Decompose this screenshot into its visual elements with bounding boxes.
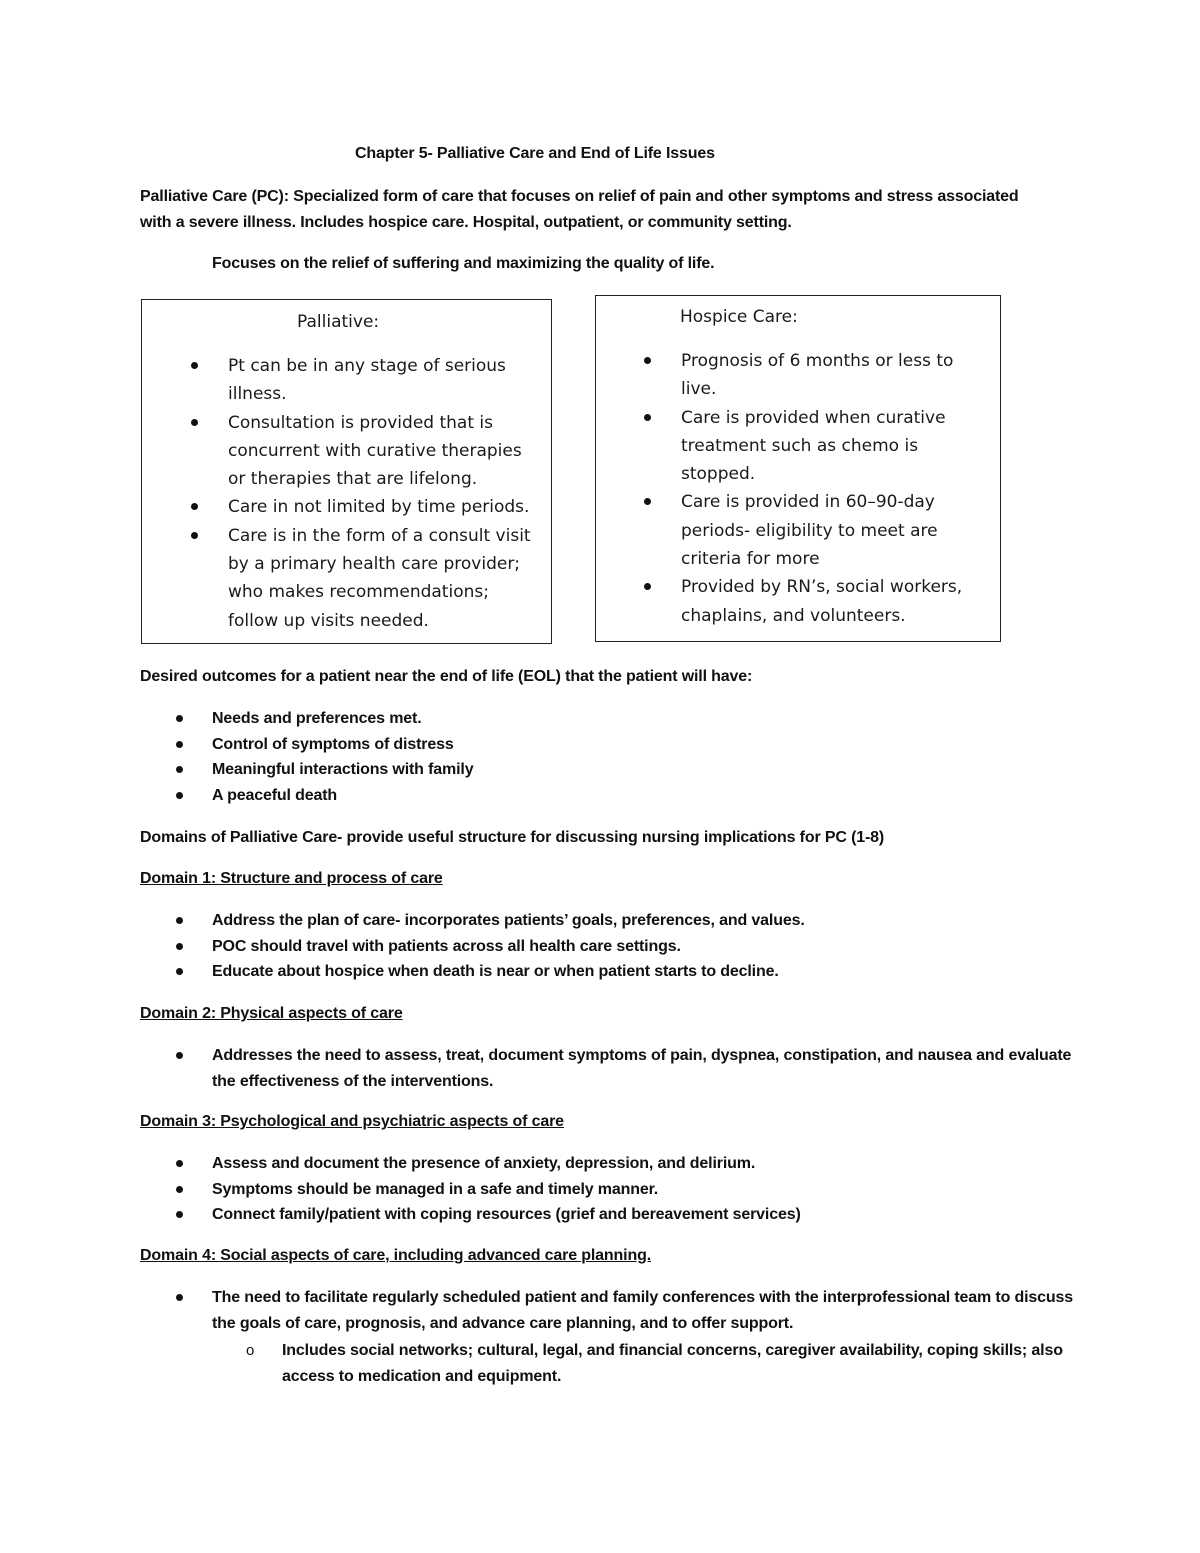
list-item: Assess and document the presence of anxiety, depression, and delirium.: [140, 1151, 1080, 1177]
focus-line: Focuses on the relief of suffering and maximizing the quality of life.: [212, 255, 715, 272]
list-item: Needs and preferences met.: [140, 706, 1080, 732]
list-item: POC should travel with patients across all health care settings.: [140, 934, 1080, 960]
domain4-list: [140, 1285, 1080, 1336]
sub-list-item: o Includes social networks; cultural, legal, and financial concerns, caregiver availability, coping skills; also access to medication and equipment.: [212, 1338, 1082, 1390]
list-item: The need to facilitate regularly scheduled patient and family conferences with the interprofessional team to discuss the goals of care, prognosis, and advance care planning, and to offer support.: [140, 1285, 1080, 1336]
domain4-heading: Domain 4: Social aspects of care, including advanced care planning.: [140, 1247, 651, 1264]
list-item: Care is provided when curative treatment such as chemo is stopped.: [642, 404, 982, 489]
domain3-heading: Domain 3: Psychological and psychiatric aspects of care: [140, 1113, 564, 1130]
hospice-list: [642, 347, 982, 630]
domain3-list: [140, 1151, 1080, 1228]
list-item: Care in not limited by time periods.: [189, 493, 539, 521]
list-item: Educate about hospice when death is near or when patient starts to decline.: [140, 959, 1080, 985]
list-item: Prognosis of 6 months or less to live.: [642, 347, 982, 404]
list-item: A peaceful death: [140, 783, 1080, 809]
domain4-sublist: [212, 1338, 1082, 1390]
list-item: Meaningful interactions with family: [140, 757, 1080, 783]
domain2-list: [140, 1043, 1080, 1094]
outcomes-list: [140, 706, 1080, 808]
palliative-box: [141, 299, 552, 644]
list-item: Care is provided in 60–90-day periods- eligibility to meet are criteria for more: [642, 488, 982, 573]
domain2-heading: Domain 2: Physical aspects of care: [140, 1005, 403, 1022]
list-item: Provided by RN’s, social workers, chaplains, and volunteers.: [642, 573, 982, 630]
hospice-box: [595, 295, 1001, 642]
list-item: Consultation is provided that is concurrent with curative therapies or therapies that are lifelong.: [189, 409, 539, 494]
hospice-heading: Hospice Care:: [680, 307, 798, 327]
page-title: Chapter 5- Palliative Care and End of Life Issues: [355, 145, 715, 162]
list-item: Address the plan of care- incorporates patients’ goals, preferences, and values.: [140, 908, 1080, 934]
list-item: Symptoms should be managed in a safe and timely manner.: [140, 1177, 1080, 1203]
list-item: Control of symptoms of distress: [140, 732, 1080, 758]
list-item: Pt can be in any stage of serious illness.: [189, 352, 539, 409]
outcomes-heading: Desired outcomes for a patient near the end of life (EOL) that the patient will have:: [140, 668, 753, 685]
domains-intro: Domains of Palliative Care- provide useful structure for discussing nursing implications for PC (1-8): [140, 829, 885, 846]
palliative-list: [189, 352, 539, 635]
list-item: Care is in the form of a consult visit by a primary health care provider; who makes recommendations; follow up visits needed.: [189, 522, 539, 635]
pc-definition: Palliative Care (PC): Specialized form of care that focuses on relief of pain and other symptoms and stress associated with a severe illness. Includes hospice care. Hospital, outpatient, or community setting.: [140, 188, 1019, 231]
domain1-list: [140, 908, 1080, 985]
list-item: Addresses the need to assess, treat, document symptoms of pain, dyspnea, constipation, and nausea and evaluate the effectiveness of the interventions.: [140, 1043, 1080, 1094]
domain1-heading: Domain 1: Structure and process of care: [140, 870, 443, 887]
palliative-heading: Palliative:: [297, 312, 380, 332]
list-item: Connect family/patient with coping resources (grief and bereavement services): [140, 1202, 1080, 1228]
